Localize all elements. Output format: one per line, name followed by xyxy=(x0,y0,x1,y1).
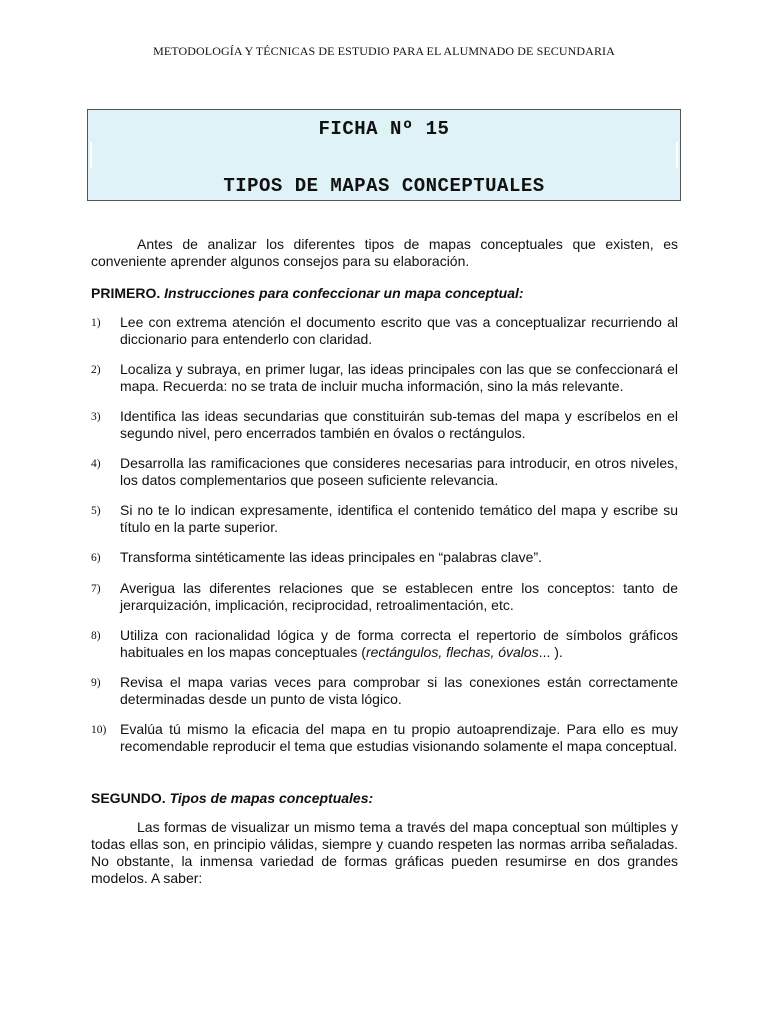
list-item-number: 4) xyxy=(91,458,101,470)
list-item-text-part: Utiliza con racionalidad lógica y de forma correcta el repertorio de símbolos gráficos habituales en los mapas conceptuales ( xyxy=(120,627,678,660)
list-item xyxy=(91,721,678,755)
list-item-number: 10) xyxy=(91,724,107,736)
segundo-paragraph: Las formas de visualizar un mismo tema a través del mapa conceptual son múltiples y todas ellas son, en principio válidas, siempre y cuando respeten las normas arriba señaladas. No obstante, la inmensa variedad de formas gráficas pueden resumirse en dos grandes modelos. A saber: xyxy=(91,819,678,886)
document-body xyxy=(91,236,678,887)
sheet-number-title: FICHA Nº 15 xyxy=(318,118,450,140)
section-segundo-lead: SEGUNDO. xyxy=(91,790,166,806)
list-item-number: 5) xyxy=(91,505,101,517)
list-item xyxy=(91,502,678,536)
title-box-decor-right xyxy=(676,142,678,168)
list-item-text xyxy=(120,627,678,661)
list-item-number: 9) xyxy=(91,677,101,689)
list-item-text-part: ... ). xyxy=(538,644,563,660)
list-item-text: Identifica las ideas secundarias que constituirán sub-temas del mapa y escríbelos en el segundo nivel, pero encerrados también en óvalos o rectángulos. xyxy=(120,408,678,441)
list-item-text-italic: rectángulos, flechas, óvalos xyxy=(365,644,539,660)
instructions-list xyxy=(91,314,678,755)
list-item xyxy=(91,674,678,708)
intro-paragraph: Antes de analizar los diferentes tipos de mapas conceptuales que existen, es conveniente aprender algunos consejos para su elaboración. xyxy=(91,236,678,269)
list-item xyxy=(91,580,678,614)
list-item-text: Localiza y subraya, en primer lugar, las ideas principales con las que se confeccionará el mapa. Recuerda: no se trata de incluir mucha información, sino la más relevante. xyxy=(120,361,678,394)
section-segundo-heading xyxy=(91,790,678,807)
section-primero-lead: PRIMERO. xyxy=(91,285,161,301)
list-item-text: Evalúa tú mismo la eficacia del mapa en tu propio autoaprendizaje. Para ello es muy recomendable reproducir el tema que estudias visionando solamente el mapa conceptual. xyxy=(120,721,678,754)
list-item xyxy=(91,314,678,348)
list-item-number: 7) xyxy=(91,583,101,595)
list-item-number: 6) xyxy=(91,552,101,564)
list-item xyxy=(91,627,678,661)
list-item-text: Transforma sintéticamente las ideas principales en “palabras clave”. xyxy=(120,549,543,565)
list-item xyxy=(91,408,678,442)
list-item-number: 1) xyxy=(91,317,101,329)
list-item xyxy=(91,361,678,395)
section-primero-title: Instrucciones para confeccionar un mapa conceptual: xyxy=(164,285,524,301)
list-item-text: Lee con extrema atención el documento escrito que vas a conceptualizar recurriendo al diccionario para entenderlo con claridad. xyxy=(120,314,678,347)
list-item xyxy=(91,549,678,567)
title-box-decor-left xyxy=(90,142,92,168)
list-item-text: Revisa el mapa varias veces para comprobar si las conexiones están correctamente determinadas desde un punto de vista lógico. xyxy=(120,674,678,707)
list-item-number: 2) xyxy=(91,364,101,376)
section-segundo-title: Tipos de mapas conceptuales: xyxy=(169,790,374,806)
list-item-text: Desarrolla las ramificaciones que consideres necesarias para introducir, en otros niveles, los datos complementarios que poseen suficiente relevancia. xyxy=(120,455,678,488)
list-item-text: Si no te lo indican expresamente, identifica el contenido temático del mapa y escribe su título en la parte superior. xyxy=(120,502,678,535)
sheet-topic-title: TIPOS DE MAPAS CONCEPTUALES xyxy=(223,175,545,197)
list-item xyxy=(91,455,678,489)
section-primero-heading xyxy=(91,285,678,302)
list-item-number: 8) xyxy=(91,630,101,642)
list-item-text: Averigua las diferentes relaciones que se establecen entre los conceptos: tanto de jerarquización, implicación, reciprocidad, retroalimentación, etc. xyxy=(120,580,678,613)
list-item-number: 3) xyxy=(91,411,101,423)
running-header: METODOLOGÍA Y TÉCNICAS DE ESTUDIO PARA EL ALUMNADO DE SECUNDARIA xyxy=(153,44,615,58)
title-box xyxy=(87,109,681,201)
